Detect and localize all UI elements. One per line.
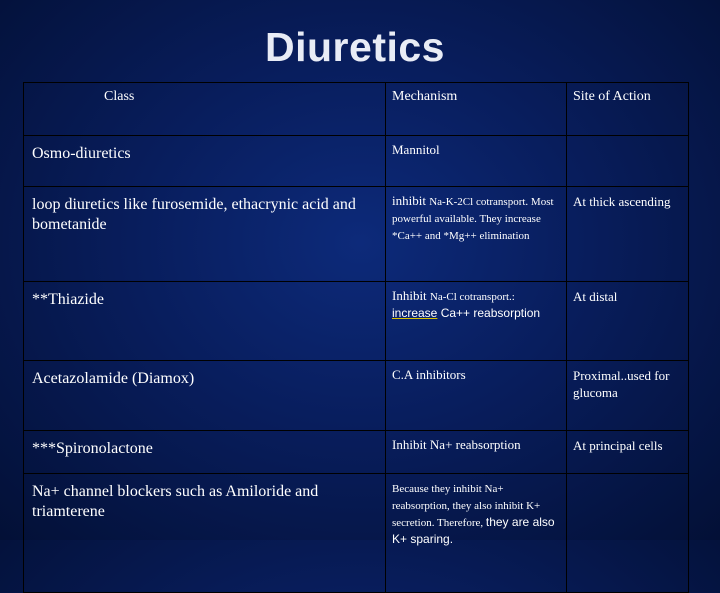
class-cell: loop diuretics like furosemide, ethacrynic acid and bometanide	[24, 187, 386, 282]
header-mechanism: Mechanism	[392, 89, 458, 104]
site-cell: At thick ascending	[567, 187, 689, 282]
mechanism-cell	[386, 474, 567, 593]
class-cell: Na+ channel blockers such as Amiloride and triamterene	[24, 474, 386, 593]
page-title: Diuretics	[265, 24, 445, 70]
table-header-row	[24, 83, 689, 136]
mechanism-detail: Na-Cl cotransport.:	[429, 291, 515, 303]
header-class: Class	[104, 89, 135, 104]
table-row	[24, 431, 689, 474]
mechanism-cell	[386, 282, 567, 361]
mechanism-detail: Because they inhibit Na+ reabsorption, they also inhibit K+ secretion. Therefore,	[392, 483, 541, 529]
class-cell: ***Spironolactone	[24, 431, 386, 474]
site-cell: Proximal..used for glucoma	[567, 361, 689, 431]
table-row	[24, 187, 689, 282]
site-cell	[567, 136, 689, 187]
site-cell	[567, 474, 689, 593]
table-row	[24, 282, 689, 361]
mechanism-cell: Mannitol	[386, 136, 567, 187]
mechanism-cell: C.A inhibitors	[386, 361, 567, 431]
header-site: Site of Action	[573, 89, 651, 104]
mechanism-tail: Ca++ reabsorption	[437, 306, 541, 320]
mechanism-tail: they are also K+ sparing.	[392, 515, 555, 546]
mechanism-lead: Inhibit	[392, 288, 430, 303]
site-cell: At distal	[567, 282, 689, 361]
site-cell: At principal cells	[567, 431, 689, 474]
table-row	[24, 474, 689, 593]
mechanism-cell	[386, 187, 567, 282]
mechanism-cell: Inhibit Na+ reabsorption	[386, 431, 567, 474]
mechanism-lead: inhibit	[392, 193, 430, 208]
diuretics-table	[23, 82, 689, 593]
mechanism-detail: Na-K-2Cl cotransport. Most powerful available. They increase *Ca++ and *Mg++ elimination	[392, 196, 554, 242]
table-row	[24, 361, 689, 431]
table-row	[24, 136, 689, 187]
mechanism-underlined: increase	[392, 306, 438, 320]
class-cell: Osmo-diuretics	[24, 136, 386, 187]
class-cell: **Thiazide	[24, 282, 386, 361]
class-cell: Acetazolamide (Diamox)	[24, 361, 386, 431]
